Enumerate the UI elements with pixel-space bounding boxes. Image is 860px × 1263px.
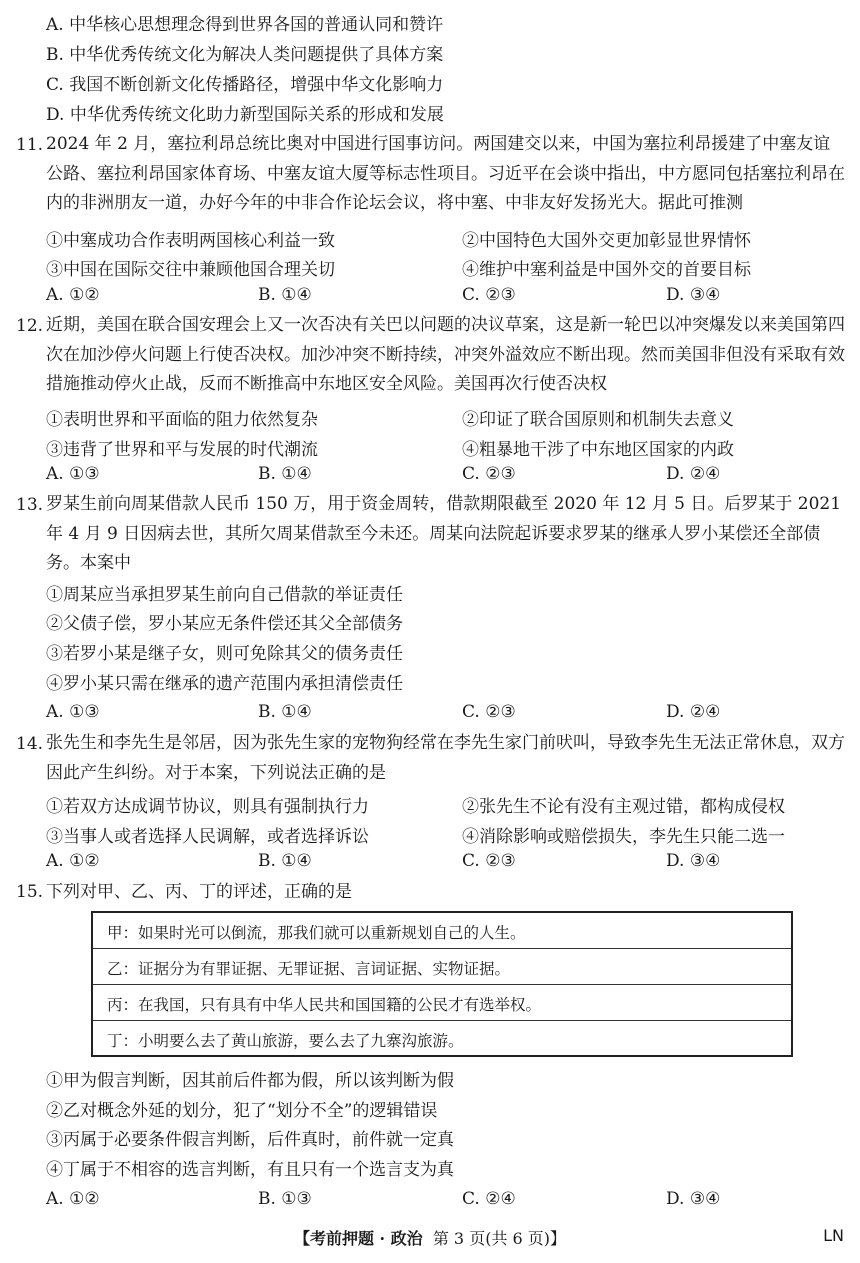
question-stem: 下列对甲、乙、丙、丁的评述，正确的是	[46, 882, 352, 902]
answer-choice: A. ①②	[46, 1189, 100, 1209]
box-row-bing	[93, 985, 791, 1021]
question-number: 13.	[16, 495, 44, 515]
question-stem: 罗某生前向周某借款人民币 150 万，用于资金周转，借款期限截至 2020 年 12 月 5 日。后罗某于 2021 年 4 月 9 日因病去世，其所欠周某借款至今未还。周某向法院起诉要求罗某的继承人罗小某偿还全部债务。本案中	[46, 494, 842, 574]
answer-choice: C. ②③	[462, 851, 516, 871]
box-row-yi	[93, 949, 791, 985]
question-stem: 张先生和李先生是邻居，因为张先生家的宠物狗经常在李先生家门前吠叫，导致李先生无法正常休息，双方因此产生纠纷。对于本案，下列说法正确的是	[46, 733, 845, 783]
statement: ②印证了联合国原则和机制失去意义	[462, 410, 734, 430]
answer-choice: D. ③④	[666, 851, 721, 871]
answer-choice: C. ②③	[462, 702, 516, 722]
answer-choice: C. ②③	[462, 464, 516, 484]
statement: ①中塞成功合作表明两国核心利益一致	[46, 231, 335, 251]
statement: ①周某应当承担罗某生前向自己借款的举证责任	[46, 585, 403, 605]
statement: ③若罗小某是继子女，则可免除其父的债务责任	[46, 644, 403, 664]
answer-row	[46, 702, 846, 724]
question-stem: 2024 年 2 月，塞拉利昂总统比奥对中国进行国事访问。两国建交以来，中国为塞拉利昂援建了中塞友谊公路、塞拉利昂国家体育场、中塞友谊大厦等标志性项目。习近平在会谈中指出，中方愿同包括塞拉利昂在内的非洲朋友一道，办好今年的中非合作论坛会议，将中塞、中非友好发扬光大。据此可推测	[46, 134, 845, 214]
statement: ④丁属于不相容的选言判断，有且只有一个选言支为真	[46, 1160, 454, 1180]
q10-option-b: B. 中华优秀传统文化为解决人类问题提供了具体方案	[46, 45, 444, 65]
statement-box	[91, 911, 793, 1057]
statement-row	[46, 792, 846, 817]
footer-label	[0, 1226, 860, 1249]
answer-choice: B. ①④	[258, 702, 312, 722]
answer-choice: C. ②③	[462, 285, 516, 305]
footer-code: LN	[823, 1226, 844, 1245]
statement: ②父债子偿，罗小某应无条件偿还其父全部债务	[46, 614, 403, 634]
box-text: 甲：如果时光可以倒流，那我们就可以重新规划自己的人生。	[107, 924, 526, 942]
box-row-ding	[93, 1021, 791, 1055]
q10-option-c: C. 我国不断创新文化传播路径，增强中华文化影响力	[46, 75, 444, 95]
statement: ③中国在国际交往中兼顾他国合理关切	[46, 260, 335, 280]
statement-row	[46, 405, 846, 430]
answer-choice: A. ①②	[46, 851, 100, 871]
statement-row	[46, 255, 846, 280]
statement-row	[46, 226, 846, 251]
answer-row	[46, 1189, 846, 1211]
statement: ②中国特色大国外交更加彰显世界情怀	[462, 231, 751, 251]
answer-choice: B. ①③	[258, 1189, 312, 1209]
q10-option-a: A. 中华核心思想理念得到世界各国的普通认同和赞许	[46, 15, 444, 35]
answer-choice: D. ②④	[666, 702, 721, 722]
page-footer	[0, 1226, 860, 1250]
answer-choice: C. ②④	[462, 1189, 516, 1209]
answer-row	[46, 464, 846, 486]
question-number: 14.	[16, 734, 44, 754]
answer-row	[46, 285, 846, 307]
statement: ④维护中塞利益是中国外交的首要目标	[462, 260, 751, 280]
statement: ①若双方达成调节协议，则具有强制执行力	[46, 797, 369, 817]
box-text: 丙：在我国，只有具有中华人民共和国国籍的公民才有选举权。	[107, 996, 542, 1014]
answer-choice: A. ①③	[46, 702, 100, 722]
box-row-jia	[93, 913, 791, 949]
footer-title: 【考前押题 · 政治	[293, 1229, 423, 1248]
statement: ④罗小某只需在继承的遗产范围内承担清偿责任	[46, 674, 403, 694]
statement-row	[46, 435, 846, 460]
answer-choice: D. ③④	[666, 285, 721, 305]
question-number: 12.	[16, 316, 44, 336]
answer-choice: A. ①②	[46, 285, 100, 305]
statement: ④粗暴地干涉了中东地区国家的内政	[462, 440, 734, 460]
statement: ③丙属于必要条件假言判断，后件真时，前件就一定真	[46, 1130, 454, 1150]
answer-row	[46, 851, 846, 873]
statement: ④消除影响或赔偿损失，李先生只能二选一	[462, 827, 785, 847]
statement: ③违背了世界和平与发展的时代潮流	[46, 440, 318, 460]
statement: ①甲为假言判断，因其前后件都为假，所以该判断为假	[46, 1071, 454, 1091]
question-number: 15.	[16, 882, 44, 902]
q10-option-d: D. 中华优秀传统文化助力新型国际关系的形成和发展	[46, 105, 444, 125]
question-number: 11.	[16, 135, 44, 155]
answer-choice: D. ②④	[666, 464, 721, 484]
statement: ②张先生不论有没有主观过错，都构成侵权	[462, 797, 785, 817]
question-stem: 近期，美国在联合国安理会上又一次否决有关巴以问题的决议草案，这是新一轮巴以冲突爆发以来美国第四次在加沙停火问题上行使否决权。加沙冲突不断持续，冲突外溢效应不断出现。然而美国非但没有采取有效措施推动停火止战，反而不断推高中东地区安全风险。美国再次行使否决权	[46, 315, 845, 395]
box-text: 丁：小明要么去了黄山旅游，要么去了九寨沟旅游。	[107, 1032, 464, 1050]
footer-page-number: 第 3 页(共 6 页)】	[432, 1229, 567, 1248]
answer-choice: B. ①④	[258, 464, 312, 484]
answer-choice: B. ①④	[258, 851, 312, 871]
statement: ②乙对概念外延的划分，犯了“划分不全”的逻辑错误	[46, 1101, 438, 1121]
statement: ①表明世界和平面临的阻力依然复杂	[46, 410, 318, 430]
statement-row	[46, 822, 846, 847]
answer-choice: B. ①④	[258, 285, 312, 305]
answer-choice: A. ①③	[46, 464, 100, 484]
statement: ③当事人或者选择人民调解，或者选择诉讼	[46, 827, 369, 847]
box-text: 乙：证据分为有罪证据、无罪证据、言词证据、实物证据。	[107, 960, 511, 978]
answer-choice: D. ③④	[666, 1189, 721, 1209]
